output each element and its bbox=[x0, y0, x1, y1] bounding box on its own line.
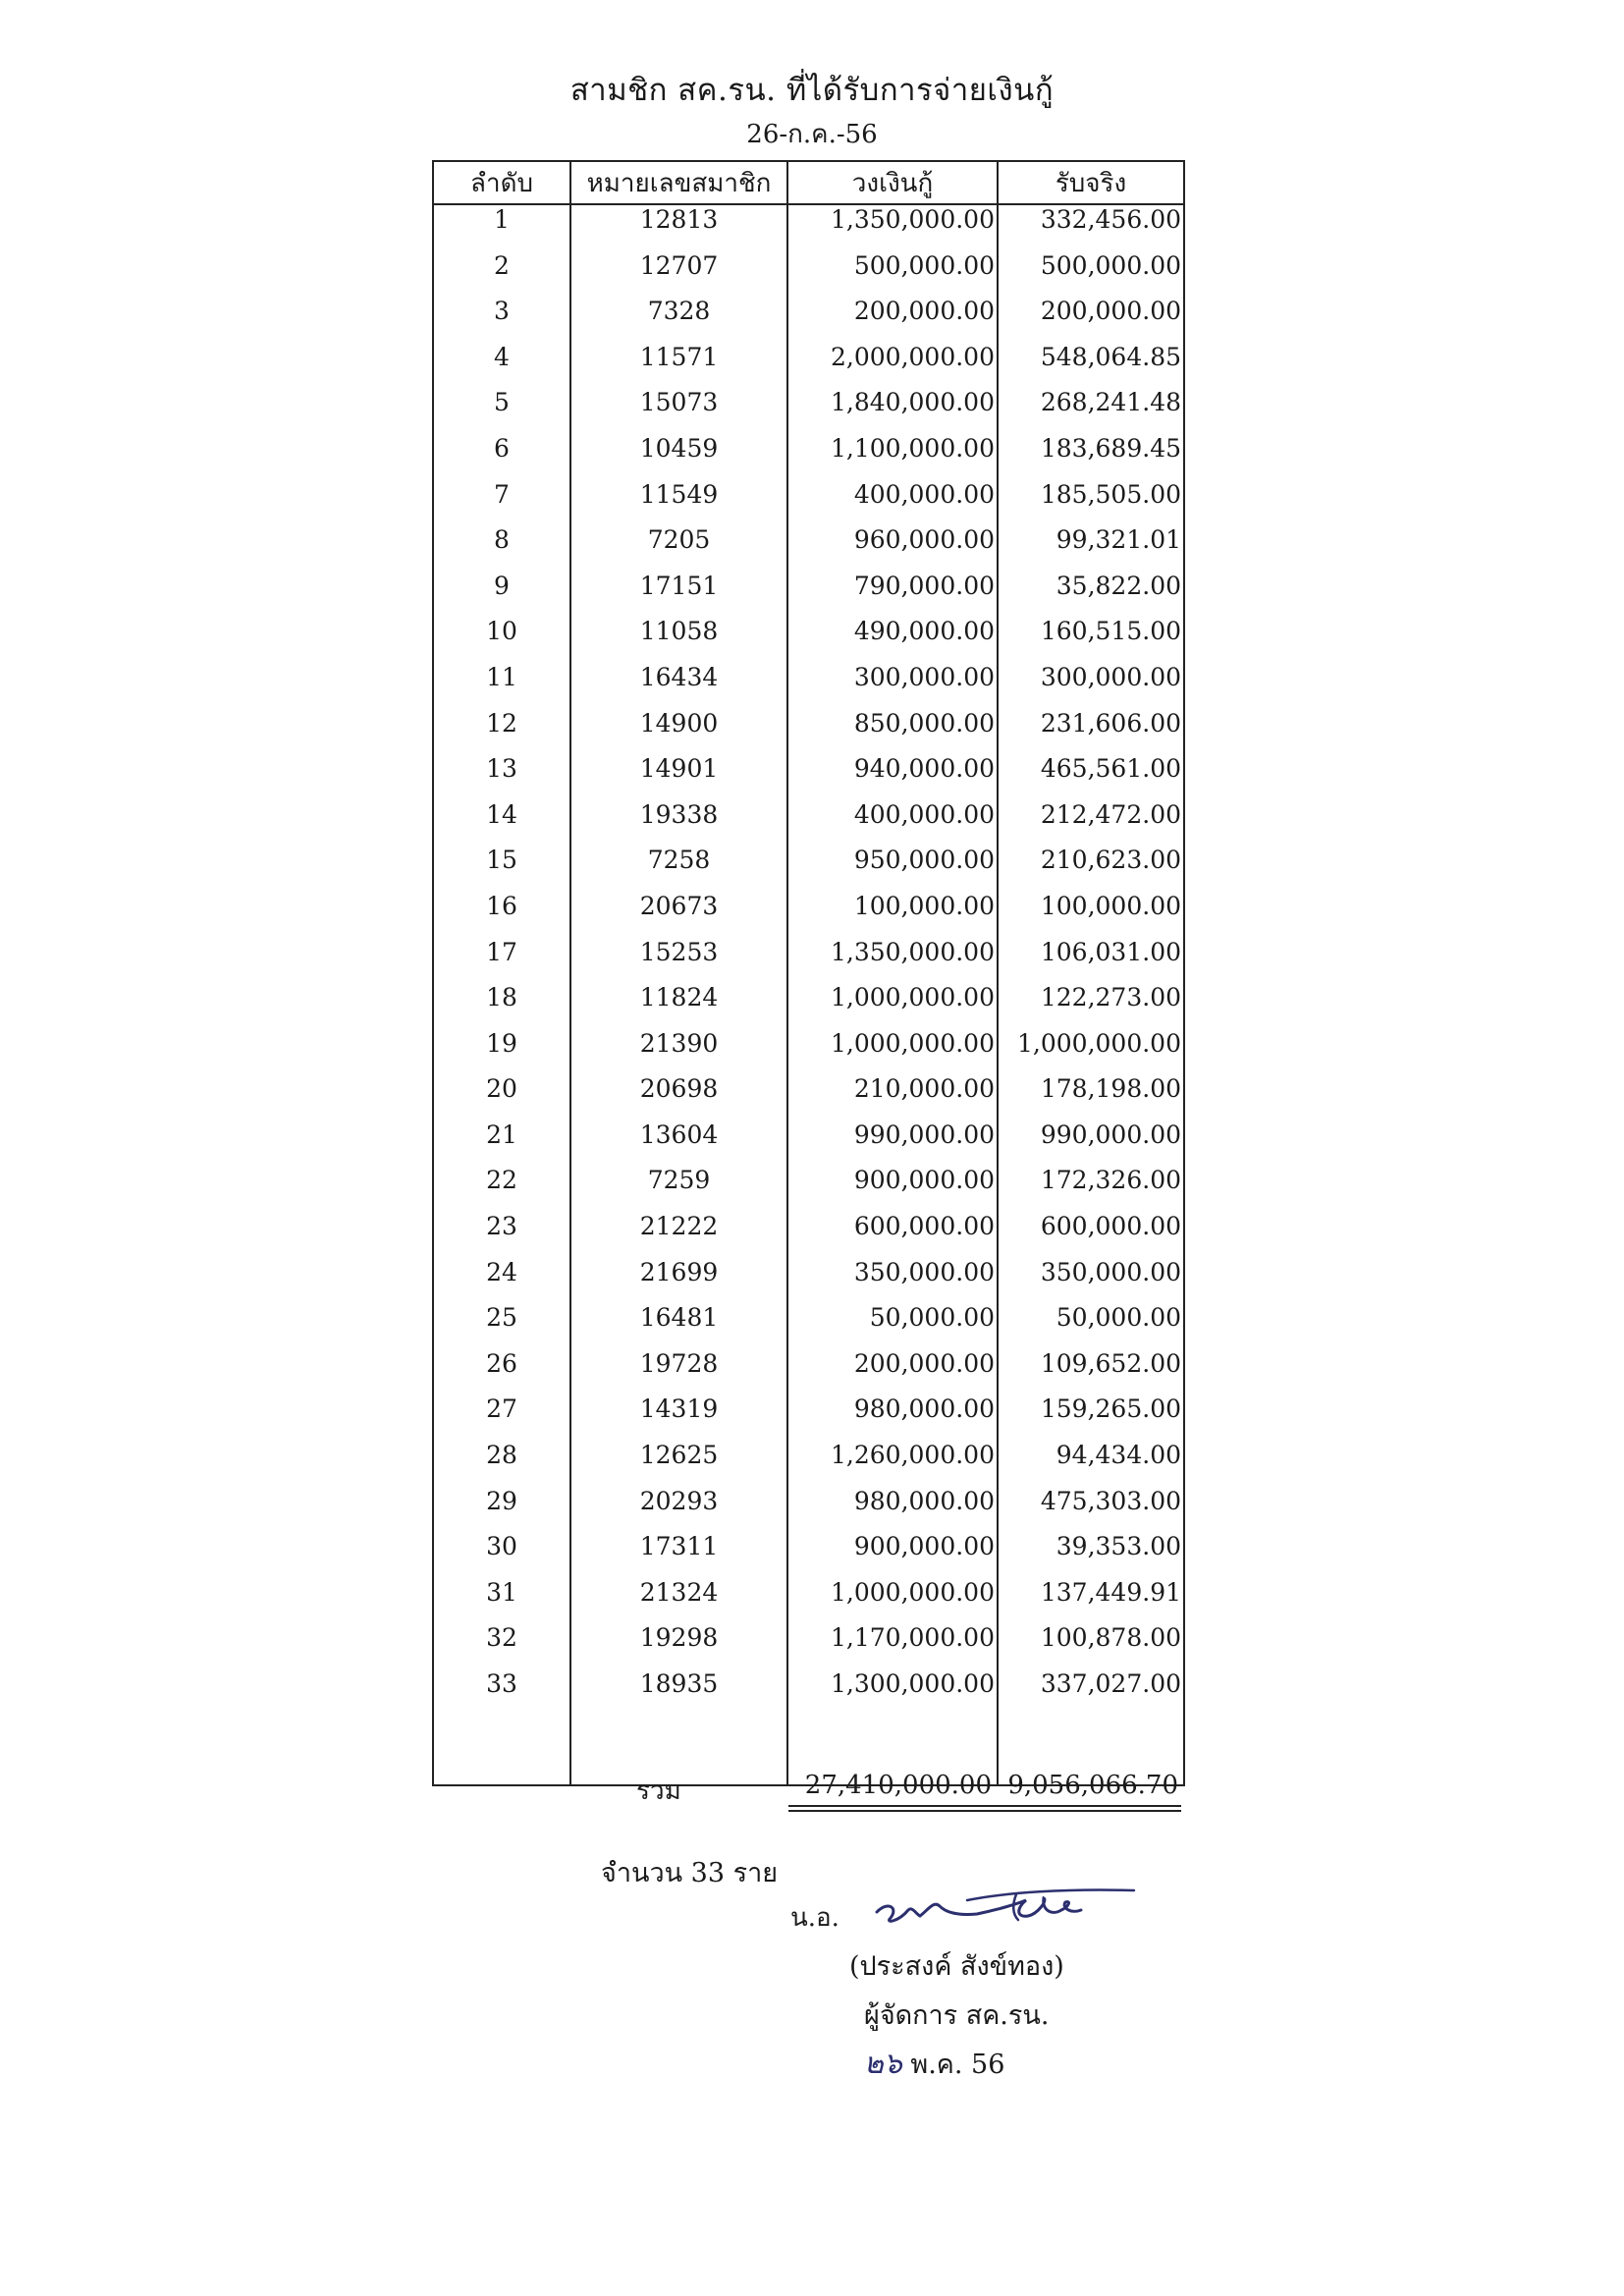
row-order: 14 bbox=[433, 800, 570, 847]
row-loan-amount: 1,350,000.00 bbox=[787, 204, 998, 251]
row-received: 106,031.00 bbox=[998, 938, 1184, 984]
row-received: 300,000.00 bbox=[998, 663, 1184, 709]
row-order: 28 bbox=[433, 1441, 570, 1487]
table-row bbox=[433, 525, 1184, 572]
row-order: 25 bbox=[433, 1303, 570, 1349]
table-row bbox=[433, 938, 1184, 984]
table-row bbox=[433, 663, 1184, 709]
row-member-id: 11571 bbox=[570, 343, 787, 389]
row-member-id: 7259 bbox=[570, 1166, 787, 1212]
row-order: 6 bbox=[433, 434, 570, 480]
row-loan-amount: 1,000,000.00 bbox=[787, 1578, 998, 1624]
row-order: 12 bbox=[433, 709, 570, 755]
table-row bbox=[433, 846, 1184, 892]
row-received: 100,878.00 bbox=[998, 1623, 1184, 1669]
row-order: 30 bbox=[433, 1532, 570, 1578]
row-loan-amount: 990,000.00 bbox=[787, 1121, 998, 1167]
row-loan-amount: 1,260,000.00 bbox=[787, 1441, 998, 1487]
table-row bbox=[433, 1258, 1184, 1304]
row-received: 1,000,000.00 bbox=[998, 1029, 1184, 1075]
row-loan-amount: 350,000.00 bbox=[787, 1258, 998, 1304]
column-header-member-id: หมายเลขสมาชิก bbox=[570, 161, 787, 204]
document-date: 26-ก.ค.-56 bbox=[746, 120, 878, 149]
row-received: 160,515.00 bbox=[998, 617, 1184, 663]
row-received: 332,456.00 bbox=[998, 204, 1184, 251]
table-row bbox=[433, 754, 1184, 800]
row-received: 100,000.00 bbox=[998, 892, 1184, 938]
row-loan-amount: 1,000,000.00 bbox=[787, 983, 998, 1029]
table-row bbox=[433, 480, 1184, 526]
row-member-id: 19728 bbox=[570, 1349, 787, 1395]
table-row bbox=[433, 1394, 1184, 1441]
row-order: 32 bbox=[433, 1623, 570, 1669]
row-received: 183,689.45 bbox=[998, 434, 1184, 480]
row-received: 231,606.00 bbox=[998, 709, 1184, 755]
row-loan-amount: 790,000.00 bbox=[787, 572, 998, 618]
row-loan-amount: 200,000.00 bbox=[787, 1349, 998, 1395]
row-loan-amount: 850,000.00 bbox=[787, 709, 998, 755]
row-member-id: 16481 bbox=[570, 1303, 787, 1349]
row-order: 18 bbox=[433, 983, 570, 1029]
loan-table bbox=[432, 160, 1185, 1786]
row-loan-amount: 100,000.00 bbox=[787, 892, 998, 938]
row-order: 5 bbox=[433, 388, 570, 434]
table-row bbox=[433, 434, 1184, 480]
total-loan-amount: 27,410,000.00 bbox=[804, 1771, 992, 1800]
row-order: 3 bbox=[433, 297, 570, 343]
row-member-id: 14901 bbox=[570, 754, 787, 800]
row-loan-amount: 2,000,000.00 bbox=[787, 343, 998, 389]
record-count: จำนวน 33 ราย bbox=[601, 1858, 779, 1888]
row-received: 39,353.00 bbox=[998, 1532, 1184, 1578]
row-received: 185,505.00 bbox=[998, 480, 1184, 526]
document-title: สามชิก สค.รน. ที่ได้รับการจ่ายเงินกู้ bbox=[569, 73, 1055, 108]
total-received: 9,056,066.70 bbox=[1007, 1771, 1178, 1800]
column-header-loan-amount: วงเงินกู้ bbox=[787, 161, 998, 204]
row-loan-amount: 400,000.00 bbox=[787, 800, 998, 847]
row-received: 109,652.00 bbox=[998, 1349, 1184, 1395]
row-loan-amount: 210,000.00 bbox=[787, 1074, 998, 1121]
row-member-id: 12813 bbox=[570, 204, 787, 251]
row-received: 35,822.00 bbox=[998, 572, 1184, 618]
table-row bbox=[433, 1669, 1184, 1716]
row-order: 17 bbox=[433, 938, 570, 984]
row-received: 268,241.48 bbox=[998, 388, 1184, 434]
table-row bbox=[433, 1303, 1184, 1349]
total-double-underline bbox=[788, 1805, 1181, 1812]
table-row bbox=[433, 709, 1184, 755]
row-member-id: 11824 bbox=[570, 983, 787, 1029]
row-received: 137,449.91 bbox=[998, 1578, 1184, 1624]
row-member-id: 20293 bbox=[570, 1487, 787, 1533]
table-header-row bbox=[433, 161, 1184, 204]
row-loan-amount: 600,000.00 bbox=[787, 1212, 998, 1258]
table-row bbox=[433, 1166, 1184, 1212]
row-order: 8 bbox=[433, 525, 570, 572]
row-order: 29 bbox=[433, 1487, 570, 1533]
table-row bbox=[433, 1121, 1184, 1167]
row-member-id: 18935 bbox=[570, 1669, 787, 1716]
table-row bbox=[433, 251, 1184, 298]
row-order: 1 bbox=[433, 204, 570, 251]
sign-date-day: ๒๖ bbox=[864, 2047, 902, 2081]
row-received: 350,000.00 bbox=[998, 1258, 1184, 1304]
table-row bbox=[433, 1441, 1184, 1487]
row-received: 475,303.00 bbox=[998, 1487, 1184, 1533]
row-received: 337,027.00 bbox=[998, 1669, 1184, 1716]
row-member-id: 14319 bbox=[570, 1394, 787, 1441]
row-order: 2 bbox=[433, 251, 570, 298]
row-loan-amount: 960,000.00 bbox=[787, 525, 998, 572]
row-member-id: 12707 bbox=[570, 251, 787, 298]
row-order: 27 bbox=[433, 1394, 570, 1441]
table-row bbox=[433, 1623, 1184, 1669]
row-order: 26 bbox=[433, 1349, 570, 1395]
table-row bbox=[433, 1532, 1184, 1578]
sign-date-month-year: พ.ค. 56 bbox=[901, 2050, 1005, 2080]
row-received: 50,000.00 bbox=[998, 1303, 1184, 1349]
row-order: 21 bbox=[433, 1121, 570, 1167]
total-label: รวม bbox=[636, 1777, 681, 1806]
row-loan-amount: 1,350,000.00 bbox=[787, 938, 998, 984]
signer-role: ผู้จัดการ สค.รน. bbox=[864, 2000, 1050, 2031]
loan-table-body bbox=[433, 204, 1184, 1785]
row-member-id: 20698 bbox=[570, 1074, 787, 1121]
row-received: 200,000.00 bbox=[998, 297, 1184, 343]
row-order: 4 bbox=[433, 343, 570, 389]
row-order: 7 bbox=[433, 480, 570, 526]
row-received: 465,561.00 bbox=[998, 754, 1184, 800]
row-order: 10 bbox=[433, 617, 570, 663]
table-row bbox=[433, 343, 1184, 389]
row-order: 19 bbox=[433, 1029, 570, 1075]
row-loan-amount: 900,000.00 bbox=[787, 1166, 998, 1212]
row-received: 990,000.00 bbox=[998, 1121, 1184, 1167]
row-received: 178,198.00 bbox=[998, 1074, 1184, 1121]
table-row bbox=[433, 1074, 1184, 1121]
handwritten-signature bbox=[869, 1871, 1144, 1940]
table-row bbox=[433, 388, 1184, 434]
row-member-id: 13604 bbox=[570, 1121, 787, 1167]
row-member-id: 21222 bbox=[570, 1212, 787, 1258]
signer-rank: น.อ. bbox=[790, 1903, 839, 1933]
row-member-id: 20673 bbox=[570, 892, 787, 938]
spacer-cell bbox=[433, 1716, 570, 1785]
row-loan-amount: 200,000.00 bbox=[787, 297, 998, 343]
row-loan-amount: 490,000.00 bbox=[787, 617, 998, 663]
row-member-id: 21324 bbox=[570, 1578, 787, 1624]
sign-date bbox=[864, 2041, 1004, 2087]
table-row bbox=[433, 1487, 1184, 1533]
row-order: 11 bbox=[433, 663, 570, 709]
row-member-id: 15253 bbox=[570, 938, 787, 984]
row-loan-amount: 1,170,000.00 bbox=[787, 1623, 998, 1669]
table-row bbox=[433, 983, 1184, 1029]
row-loan-amount: 300,000.00 bbox=[787, 663, 998, 709]
row-received: 172,326.00 bbox=[998, 1166, 1184, 1212]
row-received: 94,434.00 bbox=[998, 1441, 1184, 1487]
row-received: 159,265.00 bbox=[998, 1394, 1184, 1441]
row-loan-amount: 1,100,000.00 bbox=[787, 434, 998, 480]
row-member-id: 14900 bbox=[570, 709, 787, 755]
row-loan-amount: 1,840,000.00 bbox=[787, 388, 998, 434]
row-member-id: 11058 bbox=[570, 617, 787, 663]
row-order: 9 bbox=[433, 572, 570, 618]
row-received: 500,000.00 bbox=[998, 251, 1184, 298]
column-header-received: รับจริง bbox=[998, 161, 1184, 204]
row-member-id: 15073 bbox=[570, 388, 787, 434]
row-order: 13 bbox=[433, 754, 570, 800]
row-order: 24 bbox=[433, 1258, 570, 1304]
row-loan-amount: 400,000.00 bbox=[787, 480, 998, 526]
row-member-id: 17151 bbox=[570, 572, 787, 618]
row-loan-amount: 980,000.00 bbox=[787, 1487, 998, 1533]
row-loan-amount: 1,000,000.00 bbox=[787, 1029, 998, 1075]
row-received: 122,273.00 bbox=[998, 983, 1184, 1029]
row-member-id: 19338 bbox=[570, 800, 787, 847]
row-order: 31 bbox=[433, 1578, 570, 1624]
row-loan-amount: 950,000.00 bbox=[787, 846, 998, 892]
row-member-id: 7258 bbox=[570, 846, 787, 892]
table-row bbox=[433, 1029, 1184, 1075]
column-header-order: ลำดับ bbox=[433, 161, 570, 204]
row-member-id: 21390 bbox=[570, 1029, 787, 1075]
row-order: 23 bbox=[433, 1212, 570, 1258]
row-member-id: 17311 bbox=[570, 1532, 787, 1578]
table-row bbox=[433, 1349, 1184, 1395]
row-order: 22 bbox=[433, 1166, 570, 1212]
row-received: 548,064.85 bbox=[998, 343, 1184, 389]
row-member-id: 11549 bbox=[570, 480, 787, 526]
table-row bbox=[433, 800, 1184, 847]
row-member-id: 7328 bbox=[570, 297, 787, 343]
row-member-id: 10459 bbox=[570, 434, 787, 480]
row-loan-amount: 980,000.00 bbox=[787, 1394, 998, 1441]
signer-name: (ประสงค์ สังข์ทอง) bbox=[849, 1951, 1064, 1982]
table-row bbox=[433, 297, 1184, 343]
table-row bbox=[433, 892, 1184, 938]
row-member-id: 19298 bbox=[570, 1623, 787, 1669]
row-order: 15 bbox=[433, 846, 570, 892]
row-loan-amount: 1,300,000.00 bbox=[787, 1669, 998, 1716]
row-loan-amount: 940,000.00 bbox=[787, 754, 998, 800]
row-member-id: 12625 bbox=[570, 1441, 787, 1487]
row-order: 20 bbox=[433, 1074, 570, 1121]
row-received: 99,321.01 bbox=[998, 525, 1184, 572]
row-loan-amount: 900,000.00 bbox=[787, 1532, 998, 1578]
row-received: 212,472.00 bbox=[998, 800, 1184, 847]
row-loan-amount: 500,000.00 bbox=[787, 251, 998, 298]
row-received: 210,623.00 bbox=[998, 846, 1184, 892]
table-row bbox=[433, 1212, 1184, 1258]
table-row bbox=[433, 617, 1184, 663]
table-row bbox=[433, 204, 1184, 251]
row-member-id: 16434 bbox=[570, 663, 787, 709]
row-member-id: 7205 bbox=[570, 525, 787, 572]
table-row bbox=[433, 1578, 1184, 1624]
row-member-id: 21699 bbox=[570, 1258, 787, 1304]
row-loan-amount: 50,000.00 bbox=[787, 1303, 998, 1349]
row-received: 600,000.00 bbox=[998, 1212, 1184, 1258]
row-order: 16 bbox=[433, 892, 570, 938]
row-order: 33 bbox=[433, 1669, 570, 1716]
table-row bbox=[433, 572, 1184, 618]
